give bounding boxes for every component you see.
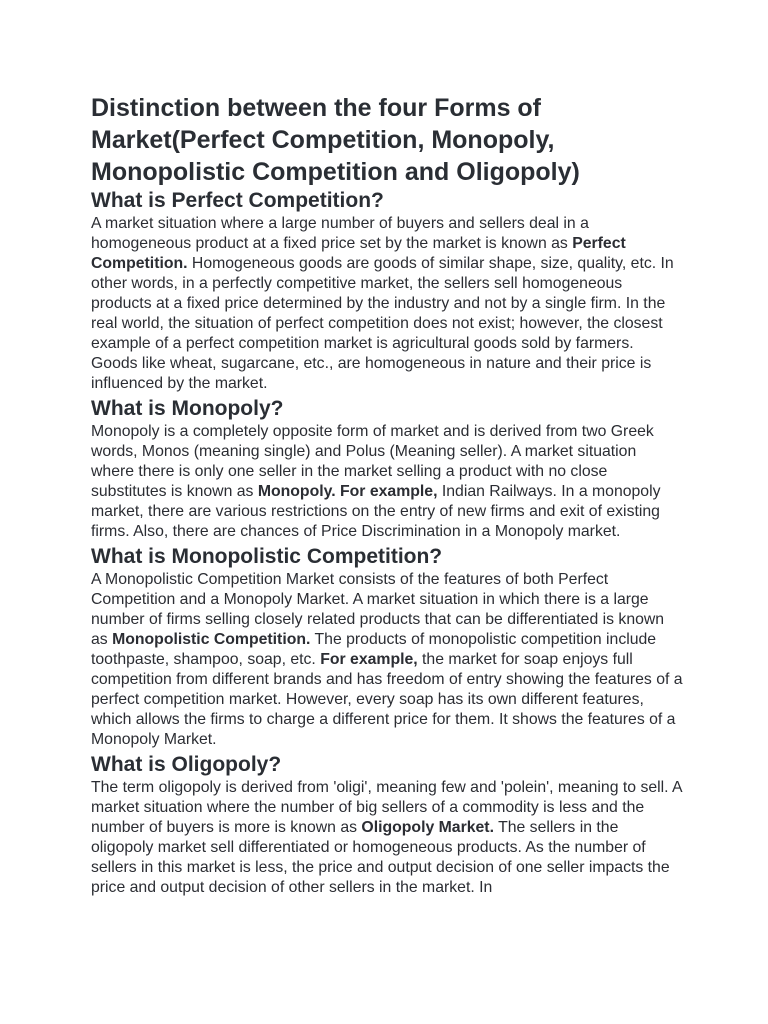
bold-term: Perfect Competition. [91, 235, 626, 272]
bold-term: For example, [320, 651, 418, 668]
paragraph-oligopoly [91, 778, 683, 898]
text-run: The sellers in the oligopoly market sell differentiated or homogeneous products. As the number of sellers in this market is less, the price and output decision of one seller impacts the price and output decision of other sellers in the market. In [91, 819, 670, 896]
text-run: The products of monopolistic competition include toothpaste, shampoo, soap, etc. [91, 631, 657, 668]
heading-monopolistic-competition: What is Monopolistic Competition? [91, 545, 443, 568]
paragraph-monopolistic-competition [91, 570, 683, 750]
document-title: Distinction between the four Forms of Market(Perfect Competition, Monopoly, Monopolistic Competition and Oligopoly) [91, 94, 580, 186]
text-run: Monopoly is a completely opposite form of market and is derived from two Greek words, Monos (meaning single) and Polus (Meaning seller). A market situation where there is only one seller in the market selling a product with no close substitutes is known as [91, 423, 654, 500]
heading-oligopoly: What is Oligopoly? [91, 753, 282, 776]
text-run: The term oligopoly is derived from 'oligi', meaning few and 'polein', meaning to sell. A market situation where the number of big sellers of a commodity is less and the number of buyers is more is known as [91, 779, 682, 836]
text-run: the market for soap enjoys full competition from different brands and has freedom of entry showing the features of a perfect competition market. However, every soap has its own different features, which allows the firms to charge a different price for them. It shows the features of a Monopoly Market. [91, 651, 683, 748]
text-run: Indian Railways. In a monopoly market, there are various restrictions on the entry of new firms and exit of existing firms. Also, there are chances of Price Discrimination in a Monopoly market. [91, 483, 661, 540]
text-run: Homogeneous goods are goods of similar shape, size, quality, etc. In other words, in a perfectly competitive market, the sellers sell homogeneous products at a fixed price determined by the industry and not by a single firm. In the real world, the situation of perfect competition does not exist; however, the closest example of a perfect competition market is agricultural goods sold by farmers. Goods like wheat, sugarcane, etc., are homogeneous in nature and their price is influenced by the market. [91, 255, 674, 392]
bold-term: Monopoly. For example, [257, 483, 438, 500]
heading-perfect-competition: What is Perfect Competition? [91, 189, 384, 212]
text-run: A market situation where a large number of buyers and sellers deal in a homogeneous product at a fixed price set by the market is known as [91, 215, 589, 252]
heading-monopoly: What is Monopoly? [91, 397, 284, 420]
bold-term: Monopolistic Competition. [112, 631, 311, 648]
paragraph-perfect-competition [91, 214, 683, 394]
text-run: A Monopolistic Competition Market consists of the features of both Perfect Competition and a Monopoly Market. A market situation in which there is a large number of firms selling closely related products that can be differentiated is known as [91, 571, 665, 648]
bold-term: Oligopoly Market. [361, 819, 494, 836]
document-page [91, 92, 683, 900]
paragraph-monopoly [91, 422, 683, 542]
